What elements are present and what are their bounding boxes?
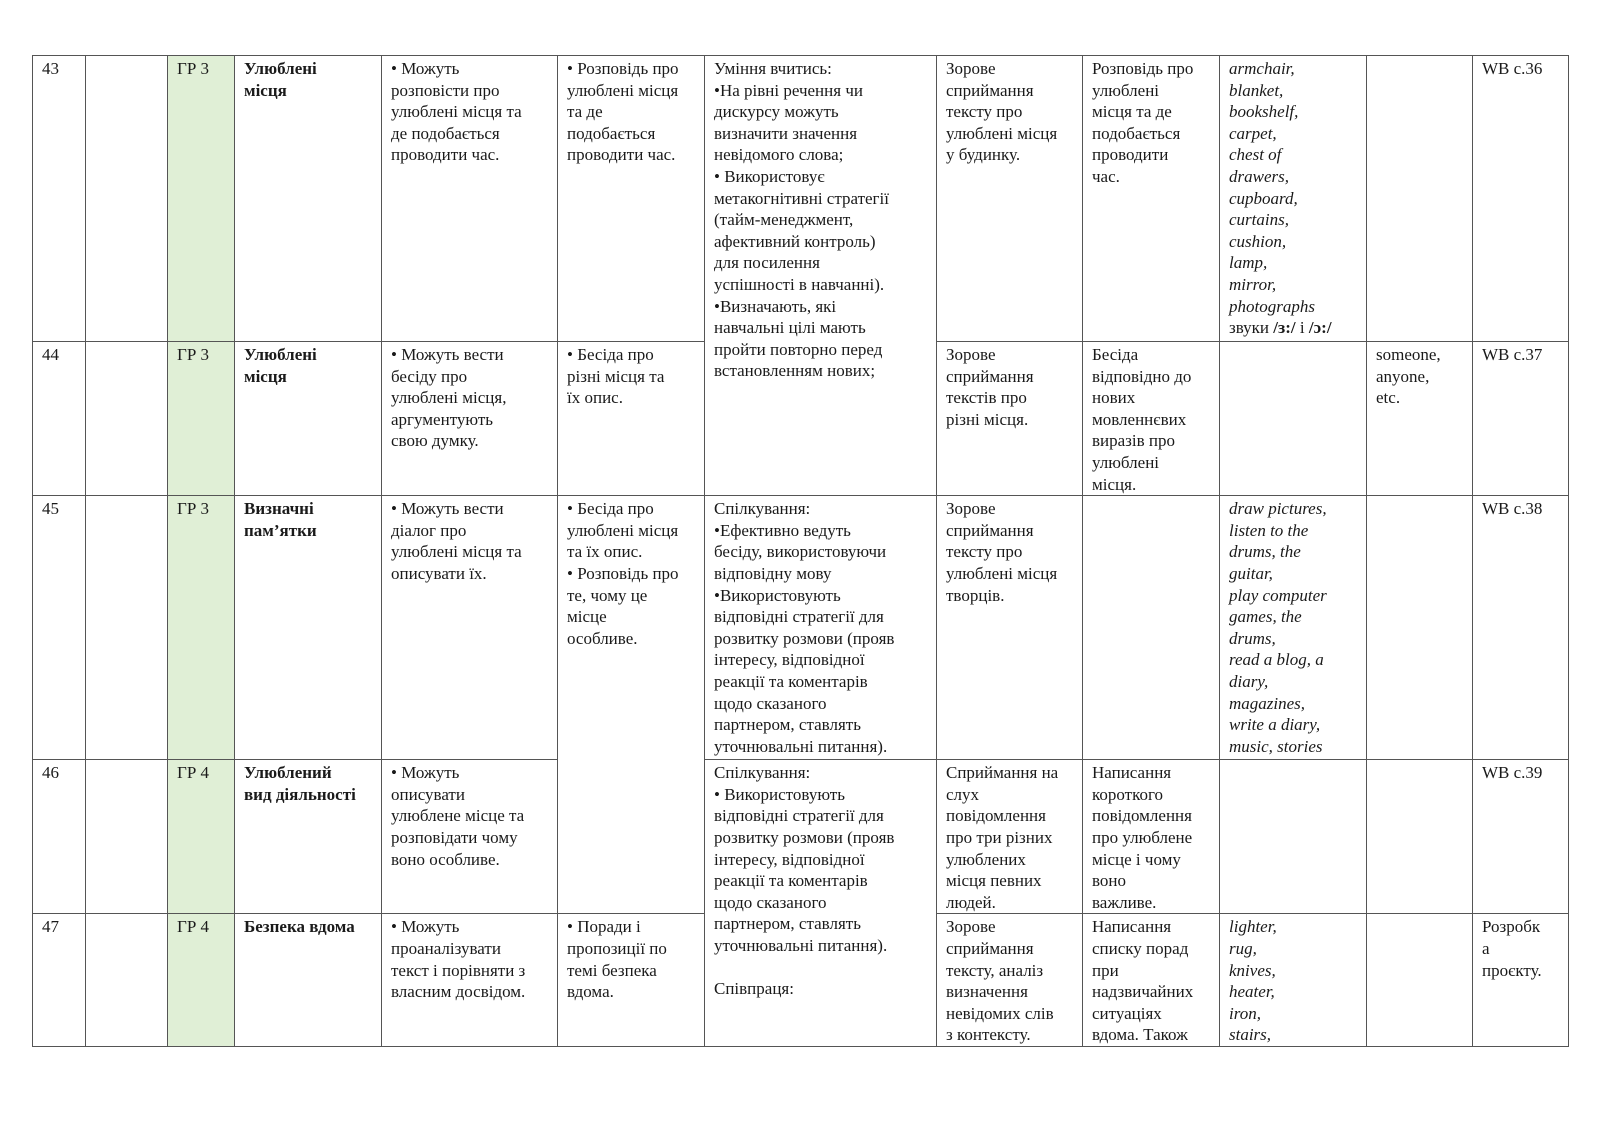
lesson-number: 47 — [33, 914, 86, 1047]
sounds-label: звуки — [1229, 318, 1274, 338]
homework: WB c.38 — [1473, 496, 1569, 760]
sound-symbol: /ɔ:/ — [1308, 318, 1332, 338]
writing-activity: Написання списку порад при надзвичайних ситуаціях вдома. Також — [1083, 914, 1220, 1047]
homework: Розробк а проєкту. — [1473, 914, 1569, 1047]
reading-activity: Зорове сприймання текстів про різні місця. — [937, 342, 1083, 496]
lesson-date — [86, 342, 168, 496]
key-competencies: Спілкування: • Використовують відповідні стратегії для розвитку розмови (прояв інтересу, відповідної реакції та коментарів щодо сказаного партнером, ставлять уточнювальні питання). Співпраця: — [705, 760, 937, 1047]
lesson-number: 45 — [33, 496, 86, 760]
lesson-topic: Визначні пам’ятки — [235, 496, 382, 760]
lesson-number: 44 — [33, 342, 86, 496]
grammar-items — [1367, 914, 1473, 1047]
learning-outcomes: • Можуть описувати улюблене місце та розповідати чому воно особливе. — [382, 760, 558, 914]
grammar-unit: ГР 3 — [168, 496, 235, 760]
lesson-topic: Безпека вдома — [235, 914, 382, 1047]
homework: WB c.39 — [1473, 760, 1569, 914]
homework: WB c.36 — [1473, 56, 1569, 342]
writing-activity — [1083, 496, 1220, 760]
speaking-activity: • Бесіда про різні місця та їх опис. — [558, 342, 705, 496]
writing-activity: Написання короткого повідомлення про улюблене місце і чому воно важливе. — [1083, 760, 1220, 914]
key-competencies: Уміння вчитись: •На рівні речення чи дискурсу можуть визначити значення невідомого слова; • Використовує метакогнітивні стратегії (тайм-менеджмент, афективний контроль) для посилення успішності в навчанні). •Визначають, які навчальні цілі мають пройти повторно перед встановленням нових; — [705, 56, 937, 496]
grammar-items: someone, anyone, etc. — [1367, 342, 1473, 496]
lesson-date — [86, 914, 168, 1047]
lesson-topic: Улюблені місця — [235, 342, 382, 496]
learning-outcomes: • Можуть вести діалог про улюблені місця та описувати їх. — [382, 496, 558, 760]
vocabulary — [1220, 342, 1367, 496]
reading-activity: Зорове сприймання тексту про улюблені місця у будинку. — [937, 56, 1083, 342]
lesson-topic: Улюблений вид діяльності — [235, 760, 382, 914]
lesson-topic: Улюблені місця — [235, 56, 382, 342]
key-competencies: Спілкування: •Ефективно ведуть бесіду, використовуючи відповідну мову •Використовують відповідні стратегії для розвитку розмови (прояв інтересу, відповідної реакції та коментарів щодо сказаного партнером, ставлять уточнювальні питання). — [705, 496, 937, 760]
lesson-number: 43 — [33, 56, 86, 342]
learning-outcomes: • Можуть розповісти про улюблені місця та де подобається проводити час. — [382, 56, 558, 342]
speaking-activity: • Поради і пропозиції по темі безпека вдома. — [558, 914, 705, 1047]
speaking-activity: • Розповідь про улюблені місця та де подобається проводити час. — [558, 56, 705, 342]
learning-outcomes: • Можуть проаналізувати текст і порівняти з власним досвідом. — [382, 914, 558, 1047]
vocabulary — [1220, 760, 1367, 914]
grammar-items — [1367, 760, 1473, 914]
writing-activity: Розповідь про улюблені місця та де подобається проводити час. — [1083, 56, 1220, 342]
lesson-date — [86, 56, 168, 342]
learning-outcomes: • Можуть вести бесіду про улюблені місця, аргументують свою думку. — [382, 342, 558, 496]
lesson-date — [86, 496, 168, 760]
grammar-items — [1367, 496, 1473, 760]
speaking-activity: • Бесіда про улюблені місця та їх опис. • Розповідь про те, чому це місце особливе. — [558, 496, 705, 914]
lesson-number: 46 — [33, 760, 86, 914]
vocabulary — [1220, 56, 1367, 342]
grammar-items — [1367, 56, 1473, 342]
sounds-conjunction: і — [1295, 318, 1309, 338]
table-row — [33, 496, 1569, 760]
writing-activity: Бесіда відповідно до нових мовленнєвих виразів про улюблені місця. — [1083, 342, 1220, 496]
sounds-note — [1229, 318, 1332, 337]
reading-activity: Сприймання на слух повідомлення про три різних улюблених місця певних людей. — [937, 760, 1083, 914]
reading-activity: Зорове сприймання тексту про улюблені місця творців. — [937, 496, 1083, 760]
grammar-unit: ГР 4 — [168, 760, 235, 914]
grammar-unit: ГР 3 — [168, 56, 235, 342]
table-row — [33, 56, 1569, 342]
sound-symbol: /ɜ:/ — [1273, 318, 1296, 338]
grammar-unit: ГР 3 — [168, 342, 235, 496]
vocabulary-list: armchair, blanket, bookshelf, carpet, chest of drawers, cupboard, curtains, cushion, lamp, mirror, photographs — [1229, 59, 1315, 316]
lesson-date — [86, 760, 168, 914]
reading-activity: Зорове сприймання тексту, аналіз визначення невідомих слів з контексту. — [937, 914, 1083, 1047]
homework: WB c.37 — [1473, 342, 1569, 496]
vocabulary: draw pictures, listen to the drums, the guitar, play computer games, the drums, read a blog, a diary, magazines, write a diary, music, stories — [1220, 496, 1367, 760]
grammar-unit: ГР 4 — [168, 914, 235, 1047]
lesson-plan-table — [32, 55, 1569, 1047]
vocabulary: lighter, rug, knives, heater, iron, stairs, — [1220, 914, 1367, 1047]
table-row — [33, 760, 1569, 914]
